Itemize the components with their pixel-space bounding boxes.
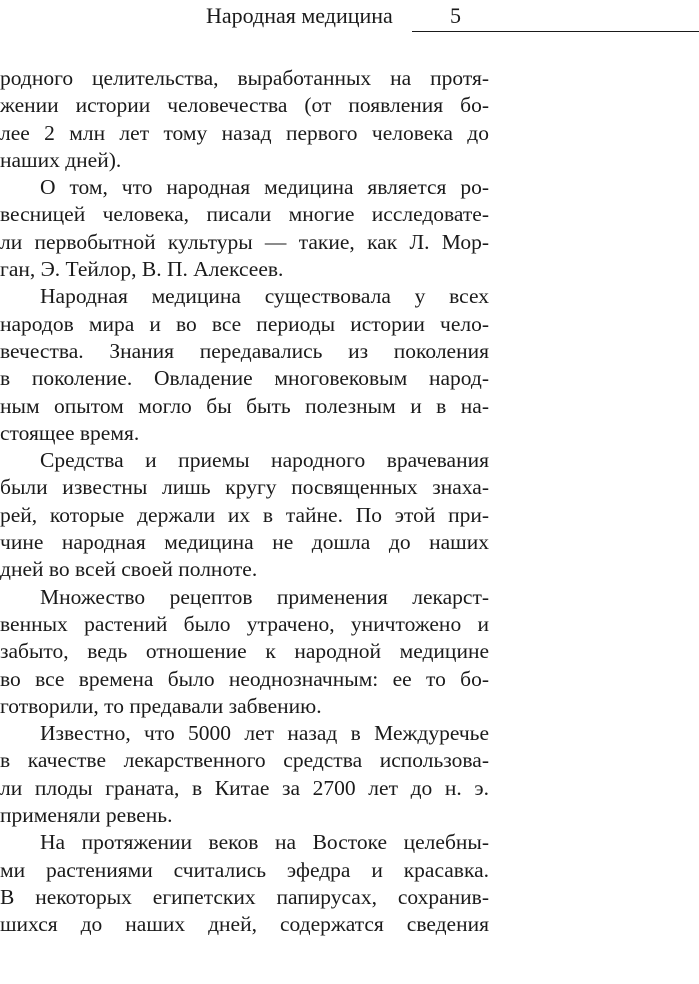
text-line: дней во всей своей полноте.: [0, 557, 258, 582]
text-line: родного целительства, выработанных на протя-: [0, 66, 489, 90]
text-line: применяли ревень.: [0, 803, 173, 828]
text-line: чине народная медицина не дошла до наших: [0, 530, 489, 555]
text-line: ли первобытной культуры — такие, как Л. Мор-: [0, 229, 489, 254]
text-line: О том, что народная медицина является ро-: [40, 175, 489, 200]
text-line: наших дней).: [0, 147, 122, 172]
page-number: 5: [450, 3, 461, 28]
text-line: в поколение. Овладение многовековым народ-: [0, 366, 489, 391]
text-line: были известны лишь кругу посвященных знаха-: [0, 475, 489, 500]
text-line: ган, Э. Тейлор, В. П. Алексеев.: [0, 257, 284, 282]
text-line: народов мира и во все периоды истории чело-: [0, 311, 489, 336]
text-line: Множество рецептов применения лекарст-: [40, 584, 489, 609]
text-line: В некоторых египетских папирусах, сохранив-: [0, 884, 489, 909]
paragraph: [0, 174, 489, 283]
text-line: стоящее время.: [0, 420, 140, 445]
paragraph: [0, 283, 489, 447]
paragraph: [0, 584, 489, 720]
text-line: лее 2 млн лет тому назад первого человека до: [0, 120, 489, 145]
text-line: рей, которые держали их в тайне. По этой при-: [0, 502, 489, 527]
text-line: весницей человека, писали многие исследовате-: [0, 202, 489, 227]
text-line: ми растениями считались эфедра и красавка.: [0, 857, 489, 882]
text-line: ли плоды граната, в Китае за 2700 лет до н. э.: [0, 775, 489, 800]
paragraph: [0, 829, 489, 938]
text-line: в качестве лекарственного средства использова-: [0, 748, 489, 773]
text-line: венных растений было утрачено, уничтожено и: [0, 611, 489, 636]
text-line: На протяжении веков на Востоке целебны-: [40, 830, 489, 855]
text-line: Средства и приемы народного врачевания: [40, 448, 489, 473]
text-line: Народная медицина существовала у всех: [40, 284, 489, 309]
text-line: готворили, то предавали забвению.: [0, 693, 322, 718]
text-line: во все времена было неоднозначным: ее то бо-: [0, 666, 489, 691]
paragraph: [0, 720, 489, 829]
text-line: шихся до наших дней, содержатся сведения: [0, 912, 489, 937]
text-line: ным опытом могло бы быть полезным и в на-: [0, 393, 489, 418]
paragraph: [0, 65, 489, 174]
text-line: вечества. Знания передавались из поколения: [0, 338, 489, 363]
text-line: Известно, что 5000 лет назад в Междуречье: [40, 721, 489, 746]
body-text: [0, 65, 489, 939]
text-line: жении истории человечества (от появления бо-: [0, 93, 489, 118]
header-rule: [412, 31, 699, 32]
running-head: [0, 0, 699, 40]
text-line: забыто, ведь отношение к народной медицине: [0, 639, 489, 664]
paragraph: [0, 447, 489, 583]
running-title: Народная медицина: [206, 3, 393, 28]
